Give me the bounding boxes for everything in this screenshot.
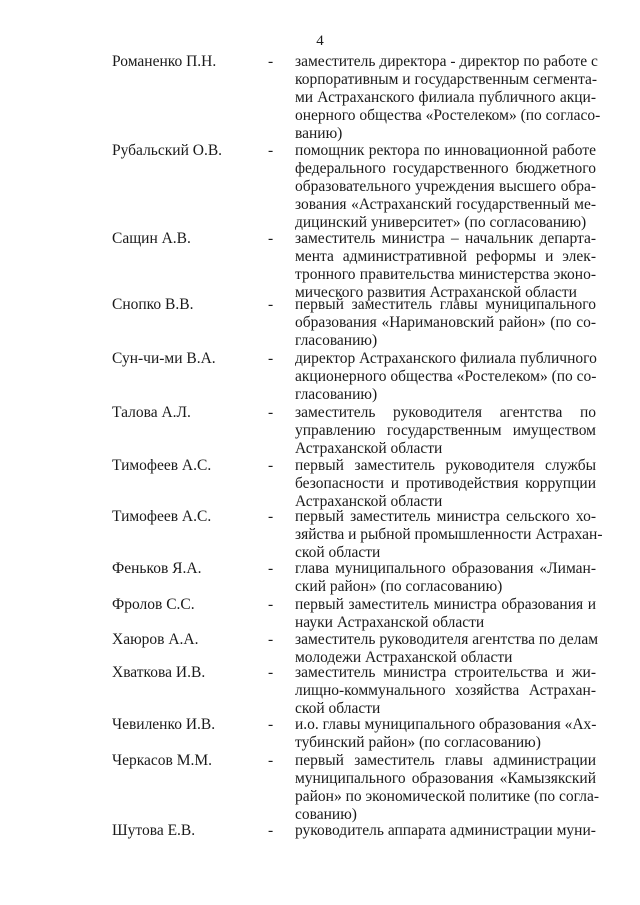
member-name: Тимофеев А.С. [112, 457, 212, 474]
separator-dash: - [268, 822, 274, 839]
separator-dash: - [268, 664, 274, 681]
page-number: 4 [316, 33, 324, 49]
member-name: Сащин А.В. [112, 230, 191, 247]
separator-dash: - [268, 296, 274, 313]
position-line: муниципального образования «Камызякский [295, 770, 596, 787]
member-position [295, 664, 596, 718]
position-line: Астраханской области [295, 493, 443, 510]
member-position [295, 560, 596, 596]
member-position [295, 230, 596, 302]
position-line: управлению государственным имуществом [295, 422, 596, 439]
member-name: Чевиленко И.В. [112, 716, 216, 733]
position-line: сованию) [295, 806, 357, 823]
position-line: мента административной реформы и элек- [295, 248, 596, 265]
position-line: молодежи Астраханской области [295, 649, 513, 666]
position-line: корпоративным и государственным сегмента- [295, 71, 598, 88]
position-line: образовательного учреждения высшего обра- [295, 178, 596, 195]
member-position [295, 404, 596, 458]
separator-dash: - [268, 350, 274, 367]
member-name: Хаюров А.А. [112, 631, 199, 648]
separator-dash: - [268, 596, 274, 613]
separator-dash: - [268, 53, 274, 70]
member-name: Фролов С.С. [112, 596, 195, 613]
member-position [295, 508, 603, 562]
position-line: зяйства и рыбной промышленности Астрахан- [295, 526, 603, 543]
position-line: онерного общества «Ростелеком» (по согласо- [295, 107, 601, 124]
separator-dash: - [268, 560, 274, 577]
member-name: Романенко П.Н. [112, 53, 217, 70]
position-line: гласованию) [295, 332, 378, 349]
member-position [295, 350, 596, 404]
position-line: директор Астраханского филиала публичного [295, 350, 597, 367]
position-line: первый заместитель главы муниципального [295, 296, 596, 313]
member-position [295, 752, 600, 824]
position-line: заместитель министра строительства и жи- [295, 664, 596, 681]
position-line: ской области [295, 544, 381, 561]
member-position [295, 296, 596, 350]
position-line: гласованию) [295, 386, 378, 403]
position-line: заместитель министра – начальник департа- [295, 230, 596, 247]
position-line: безопасности и противодействия коррупции [295, 475, 596, 492]
member-name: Шутова Е.В. [112, 822, 196, 839]
position-line: глава муниципального образования «Лиман- [295, 560, 596, 577]
member-name: Черкасов М.М. [112, 752, 213, 769]
position-line: помощник ректора по инновационной работе [295, 142, 596, 159]
position-line: заместитель директора - директор по работе с [295, 53, 598, 70]
separator-dash: - [268, 631, 274, 648]
position-line: ский район» (по согласованию) [295, 578, 503, 595]
position-line: заместитель руководителя агентства по делам [295, 631, 599, 648]
position-line: лищно-коммунального хозяйства Астрахан- [295, 682, 596, 699]
position-line: образования «Наримановский район» (по со- [295, 314, 596, 331]
position-line: Астраханской области [295, 440, 443, 457]
separator-dash: - [268, 457, 274, 474]
member-position [295, 53, 601, 143]
position-line: мического развития Астраханской области [295, 284, 577, 301]
position-line: тронного правительства министерства эконо- [295, 266, 596, 283]
position-line: первый заместитель руководителя службы [295, 457, 596, 474]
member-position [295, 716, 596, 752]
position-line: район» по экономической политике (по согла- [295, 788, 600, 805]
position-line: ванию) [295, 125, 343, 142]
separator-dash: - [268, 404, 274, 421]
position-line: зования «Астраханский государственный ме- [295, 196, 596, 213]
position-line: и.о. главы муниципального образования «Ах- [295, 716, 597, 733]
member-position [295, 142, 596, 232]
separator-dash: - [268, 508, 274, 525]
separator-dash: - [268, 230, 274, 247]
member-name: Феньков Я.А. [112, 560, 202, 577]
position-line: первый заместитель главы администрации [295, 752, 596, 769]
position-line: первый заместитель министра образования и [295, 596, 596, 613]
member-position [295, 457, 596, 511]
position-line: ми Астраханского филиала публичного акци- [295, 89, 596, 106]
position-line: дицинский университет» (по согласованию) [295, 214, 587, 231]
member-name: Тимофеев А.С. [112, 508, 212, 525]
separator-dash: - [268, 716, 274, 733]
position-line: тубинский район» (по согласованию) [295, 734, 541, 751]
position-line: руководитель аппарата администрации муни- [295, 822, 596, 839]
position-line: ской области [295, 700, 381, 717]
member-name: Снопко В.В. [112, 296, 194, 313]
position-line: акционерного общества «Ростелеком» (по со- [295, 368, 597, 385]
member-name: Сун-чи-ми В.А. [112, 350, 216, 367]
position-line: федерального государственного бюджетного [295, 160, 596, 177]
member-position [295, 631, 599, 667]
member-name: Хваткова И.В. [112, 664, 206, 681]
member-name: Талова А.Л. [112, 404, 191, 421]
member-name: Рубальский О.В. [112, 142, 223, 159]
separator-dash: - [268, 142, 274, 159]
position-line: первый заместитель министра сельского хо- [295, 508, 596, 525]
member-position [295, 596, 596, 632]
member-position [295, 822, 596, 840]
separator-dash: - [268, 752, 274, 769]
position-line: заместитель руководителя агентства по [295, 404, 596, 421]
position-line: науки Астраханской области [295, 614, 485, 631]
